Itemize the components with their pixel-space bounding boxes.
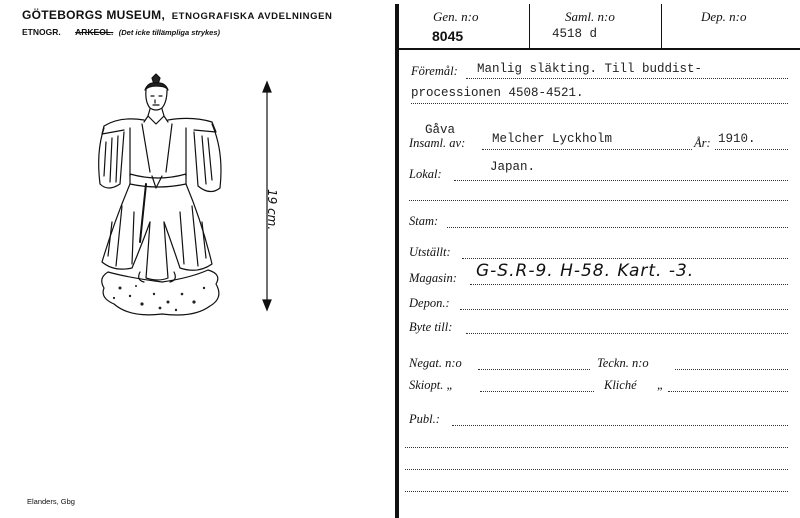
lokal-dotted-line-2 bbox=[409, 200, 788, 201]
skiopt-dotted-line bbox=[480, 391, 594, 392]
depon-dotted-line bbox=[460, 309, 788, 310]
insaml-value: Melcher Lyckholm bbox=[492, 132, 613, 146]
gen-number-value: 8045 bbox=[432, 28, 464, 44]
depon-label: Depon.: bbox=[409, 296, 450, 310]
museum-name: GÖTEBORGS MUSEUM, bbox=[22, 8, 166, 22]
category-note: (Det icke tillämpliga strykes) bbox=[118, 28, 221, 37]
lokal-label: Lokal: bbox=[409, 167, 442, 181]
gen-number-label: Gen. n:o bbox=[433, 9, 479, 24]
department-name: ETNOGRAFISKA AVDELNINGEN bbox=[171, 11, 333, 22]
header-bottom-rule bbox=[397, 48, 800, 50]
museum-header bbox=[22, 8, 333, 22]
negat-label: Negat. n:o bbox=[409, 356, 462, 370]
publ-dotted-line bbox=[452, 425, 788, 426]
foremal-dotted-line bbox=[466, 78, 788, 79]
publ-dotted-line-4 bbox=[405, 491, 788, 492]
kliche-mark: „ bbox=[657, 378, 664, 392]
magasin-value: G-S.R-9. H-58. Kart. -3. bbox=[476, 261, 695, 281]
byte-dotted-line bbox=[466, 333, 788, 334]
gava-note: Gåva bbox=[425, 123, 456, 137]
lokal-value: Japan. bbox=[490, 160, 536, 174]
byte-label: Byte till: bbox=[409, 320, 453, 334]
teckn-label: Teckn. n:o bbox=[597, 356, 649, 370]
publ-dotted-line-3 bbox=[405, 469, 788, 470]
saml-number-label: Saml. n:o bbox=[565, 9, 615, 24]
stam-dotted-line bbox=[447, 227, 788, 228]
category-arkeol: ARKEOL. bbox=[75, 27, 114, 37]
negat-dotted-line bbox=[478, 369, 590, 370]
column-divider-2 bbox=[661, 4, 662, 48]
card-left-border bbox=[395, 4, 399, 518]
saml-number-value: 4518 d bbox=[552, 27, 598, 41]
foremal-label: Föremål: bbox=[411, 64, 458, 78]
publ-dotted-line-2 bbox=[405, 447, 788, 448]
magasin-dotted-line bbox=[470, 284, 788, 285]
figurine-illustration bbox=[90, 72, 230, 324]
teckn-dotted-line bbox=[675, 369, 788, 370]
publ-label: Publ.: bbox=[409, 412, 440, 426]
magasin-label: Magasin: bbox=[409, 271, 457, 285]
utstallt-dotted-line bbox=[462, 258, 788, 259]
kliche-label: Kliché bbox=[604, 378, 637, 392]
ar-dotted-line bbox=[715, 149, 788, 150]
insaml-label: Insaml. av: bbox=[409, 136, 466, 150]
category-etnogr: ETNOGR. bbox=[22, 27, 61, 37]
foremal-value-line2: processionen 4508-4521. bbox=[411, 86, 584, 100]
skiopt-label: Skiopt. „ bbox=[409, 378, 454, 392]
dep-number-label: Dep. n:o bbox=[701, 9, 747, 24]
printer-imprint: Elanders, Gbg bbox=[27, 497, 75, 506]
kliche-dotted-line bbox=[668, 391, 788, 392]
column-divider-1 bbox=[529, 4, 530, 48]
utstallt-label: Utställt: bbox=[409, 245, 451, 259]
ar-label: År: bbox=[694, 136, 711, 150]
category-line bbox=[22, 27, 220, 37]
foremal-dotted-line-2 bbox=[411, 103, 788, 104]
stam-label: Stam: bbox=[409, 214, 439, 228]
height-measure-label: 19 cm. bbox=[265, 189, 279, 231]
foremal-value-line1: Manlig släkting. Till buddist- bbox=[477, 62, 703, 76]
lokal-dotted-line bbox=[454, 180, 788, 181]
insaml-dotted-line bbox=[482, 149, 692, 150]
ar-value: 1910. bbox=[718, 132, 756, 146]
